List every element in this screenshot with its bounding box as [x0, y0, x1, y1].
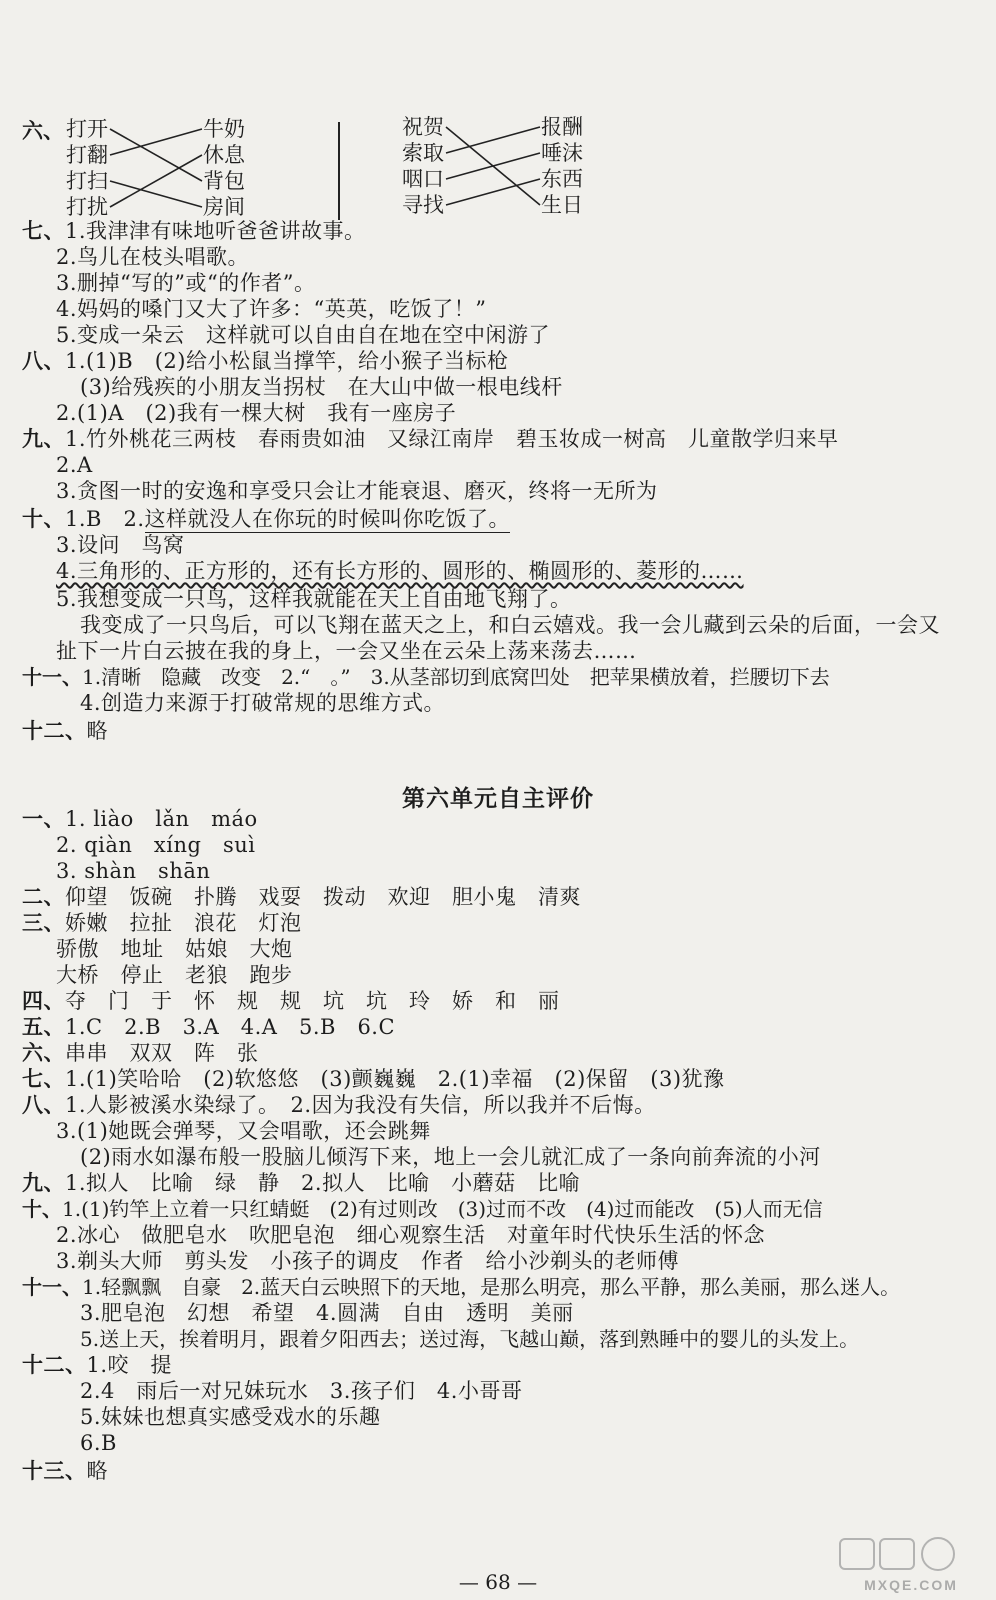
match-line-8	[446, 179, 540, 205]
answer-line	[22, 1170, 580, 1196]
answer-text: 仰望 饭碗 扑腾 戏耍 拨动 欢迎 胆小鬼 清爽	[65, 885, 581, 909]
matching-lines	[0, 0, 996, 240]
answer-text: 3.(1)她既会弹琴，又会唱歌，还会跳舞	[56, 1119, 431, 1143]
match-right-a-2: 休息	[203, 143, 245, 167]
match-right-b-2: 唾沫	[541, 141, 583, 165]
answer-line	[56, 638, 637, 664]
answer-line	[22, 1196, 823, 1222]
answer-line	[80, 612, 940, 638]
answer-line	[56, 322, 550, 348]
answer-line	[22, 1274, 900, 1300]
answer-line	[80, 690, 445, 716]
answer-line	[56, 858, 210, 884]
match-line-3	[110, 181, 202, 207]
answer-line	[80, 1300, 574, 1326]
answer-text: 2.冰心 做肥皂水 吹肥皂泡 细心观察生活 对童年时代快乐生活的怀念	[56, 1223, 766, 1247]
section-label: 七、	[22, 218, 65, 243]
answer-text: (2)雨水如瀑布般一股脑儿倾泻下来，地上一会儿就汇成了一条向前奔流的小河	[80, 1145, 821, 1169]
section-label: 七、	[22, 1066, 65, 1091]
answer-line	[80, 1144, 821, 1170]
answer-line	[56, 1248, 679, 1274]
match-left-a-2: 打翻	[66, 143, 108, 167]
match-right-a-3: 背包	[203, 169, 245, 193]
section-label: 一、	[22, 806, 65, 831]
answer-line	[56, 558, 744, 584]
answer-line	[80, 1430, 117, 1456]
answer-line	[80, 374, 563, 400]
answer-text: 1.人影被溪水染绿了。 2.因为我没有失信，所以我并不后悔。	[65, 1093, 656, 1117]
match-right-a-1: 牛奶	[203, 117, 245, 141]
match-left-a-1: 打开	[66, 117, 108, 141]
watermark-logo	[836, 1535, 986, 1595]
answer-text: 3. shàn shān	[56, 859, 211, 883]
section-label: 四、	[22, 988, 65, 1013]
svg-text:MXQE.COM: MXQE.COM	[864, 1577, 958, 1593]
answer-line	[56, 586, 572, 612]
answer-text: 略	[86, 719, 108, 743]
section-label: 八、	[22, 1092, 65, 1117]
answer-text: 3.剃头大师 剪头发 小孩子的调皮 作者 给小沙剃头的老师傅	[56, 1249, 680, 1273]
answer-line	[56, 1118, 431, 1144]
answer-line	[22, 1014, 395, 1040]
answer-text: 1.C 2.B 3.A 4.A 5.B 6.C	[65, 1015, 396, 1039]
section-label: 三、	[22, 910, 65, 935]
answer-text: 我变成了一只鸟后，可以飞翔在蓝天之上，和白云嬉戏。我一会儿藏到云朵的后面，一会又	[80, 613, 940, 637]
answer-line	[22, 988, 560, 1014]
answer-text: 6.B	[80, 1431, 117, 1455]
answer-text: 夺 门 于 怀 规 规 坑 坑 玲 娇 和 丽	[65, 989, 560, 1013]
answer-text: 3.删掉“写的”或“的作者”。	[56, 271, 316, 295]
match-right-a-4: 房间	[203, 195, 245, 219]
answer-line	[22, 426, 839, 452]
answer-text: 串串 双双 阵 张	[65, 1041, 259, 1065]
answer-text: 1.清晰 隐藏 改变 2.“ 。” 3.从茎部切到底窝凹处 把苹果横放着，拦腰切下去	[82, 665, 830, 689]
answer-text: 5.我想变成一只鸟，这样我就能在天上自由地飞翔了。	[56, 587, 572, 611]
answer-line	[80, 1326, 859, 1352]
page-number: — 68 —	[458, 1570, 538, 1594]
underlined-answer: 这样就没人在你玩的时候叫你吃饭了。	[144, 507, 511, 531]
match-line-6	[446, 127, 540, 153]
answer-line	[56, 1222, 765, 1248]
match-right-b-1: 报酬	[541, 115, 583, 139]
answer-text: 2. qiàn xíng suì	[56, 833, 256, 857]
answer-text: 大桥 停止 老狼 跑步	[56, 963, 293, 987]
match-line-7	[446, 153, 540, 179]
match-line-2	[110, 129, 202, 155]
answer-text: 娇嫩 拉扯 浪花 灯泡	[65, 911, 302, 935]
match-left-b-1: 祝贺	[402, 115, 444, 139]
match-left-b-2: 索取	[402, 141, 444, 165]
answer-text: 1.竹外桃花三两枝 春雨贵如油 又绿江南岸 碧玉妆成一树高 儿童散学归来早	[65, 427, 839, 451]
answer-line	[56, 244, 249, 270]
match-line-4	[110, 155, 202, 207]
answer-line	[22, 718, 108, 744]
answer-text: 4.创造力来源于打破常规的思维方式。	[80, 691, 446, 715]
unit-title: 第六单元自主评价	[402, 786, 594, 812]
match-left-b-3: 咽口	[402, 167, 444, 191]
answer-line	[56, 962, 293, 988]
answer-text: 2.(1)A (2)我有一棵大树 我有一座房子	[56, 401, 457, 425]
answer-text: 3.贪图一时的安逸和享受只会让才能衰退、磨灭，终将一无所为	[56, 479, 658, 503]
section-label: 八、	[22, 348, 65, 373]
answer-line	[56, 452, 93, 478]
match-right-b-4: 生日	[541, 193, 583, 217]
answer-line	[56, 832, 255, 858]
answer-line	[56, 532, 185, 558]
answer-line	[56, 270, 315, 296]
section-label: 十一、	[22, 1275, 82, 1299]
answer-text: 略	[86, 1459, 108, 1483]
match-left-b-4: 寻找	[402, 193, 444, 217]
answer-line	[22, 1040, 259, 1066]
section-label: 十二、	[22, 1352, 87, 1377]
answer-text: 2.4 雨后一对兄妹玩水 3.孩子们 4.小哥哥	[80, 1379, 523, 1403]
answer-line	[56, 936, 293, 962]
answer-line	[22, 1352, 172, 1378]
answer-text: 1.我津津有味地听爸爸讲故事。	[65, 219, 366, 243]
answer-line	[22, 1066, 725, 1092]
match-left-a-3: 打扫	[66, 169, 108, 193]
section-label: 六、	[22, 1040, 65, 1065]
section-label: 二、	[22, 884, 65, 909]
answer-line	[80, 1378, 522, 1404]
wavy-underlined-answer: 4.三角形的、正方形的，还有长方形的、圆形的、椭圆形的、菱形的……	[56, 559, 744, 583]
answer-line	[22, 218, 366, 244]
answer-text: 1.B 2.	[65, 507, 145, 531]
answer-text: 骄傲 地址 姑娘 大炮	[56, 937, 293, 961]
answer-text: 1.(1)笑哈哈 (2)软悠悠 (3)颤巍巍 2.(1)幸福 (2)保留 (3)犹豫	[65, 1067, 725, 1091]
match-right-b-3: 东西	[541, 167, 583, 191]
answer-text: 1.(1)B (2)给小松鼠当撑竿，给小猴子当标枪	[65, 349, 509, 373]
answer-line	[22, 348, 508, 374]
answer-text: 5.变成一朵云 这样就可以自由自在地在空中闲游了	[56, 323, 551, 347]
answer-line	[22, 1458, 108, 1484]
answer-text: 扯下一片白云披在我的身上，一会又坐在云朵上荡来荡去……	[56, 639, 637, 663]
answer-text: 3.肥皂泡 幻想 希望 4.圆满 自由 透明 美丽	[80, 1301, 574, 1325]
answer-line	[56, 296, 487, 322]
answer-text: 2.A	[56, 453, 93, 477]
answer-line	[22, 506, 510, 532]
answer-line	[80, 1404, 381, 1430]
section-label: 十、	[22, 506, 65, 531]
answer-text: 3.设问 鸟窝	[56, 533, 185, 557]
section-label: 九、	[22, 1170, 65, 1195]
answer-line	[22, 664, 830, 690]
answer-line	[22, 884, 581, 910]
answer-text: 1.轻飘飘 自豪 2.蓝天白云映照下的天地，是那么明亮，那么平静，那么美丽，那么迷人。	[82, 1275, 901, 1299]
match-left-a-4: 打扰	[66, 195, 108, 219]
answer-text: 1.咬 提	[86, 1353, 173, 1377]
answer-line	[56, 478, 658, 504]
answer-text: 1.拟人 比喻 绿 静 2.拟人 比喻 小蘑菇 比喻	[65, 1171, 581, 1195]
answer-text: 1. liào lǎn máo	[65, 807, 258, 831]
answer-line	[22, 1092, 656, 1118]
match-line-1	[110, 129, 202, 181]
answer-text: 5.妹妹也想真实感受戏水的乐趣	[80, 1405, 381, 1429]
section-label: 十、	[22, 1197, 62, 1221]
answer-line	[56, 400, 456, 426]
answer-text: (3)给残疾的小朋友当拐杖 在大山中做一根电线杆	[80, 375, 563, 399]
answer-text: 5.送上天，挨着明月，跟着夕阳西去；送过海，飞越山巅，落到熟睡中的婴儿的头发上。	[80, 1327, 860, 1351]
answer-line	[22, 806, 258, 832]
section-label-six: 六、	[22, 118, 64, 143]
section-label: 九、	[22, 426, 65, 451]
answer-line	[22, 910, 302, 936]
answer-text: 1.(1)钓竿上立着一只红蜻蜓 (2)有过则改 (3)过而不改 (4)过而能改 (5)人而无信	[62, 1197, 823, 1221]
section-label: 十二、	[22, 718, 87, 743]
section-label: 五、	[22, 1014, 65, 1039]
answer-text: 4.妈妈的嗓门又大了许多：“英英，吃饭了！”	[56, 297, 487, 321]
section-label: 十三、	[22, 1458, 87, 1483]
answer-text: 2.鸟儿在枝头唱歌。	[56, 245, 250, 269]
section-label: 十一、	[22, 665, 82, 689]
